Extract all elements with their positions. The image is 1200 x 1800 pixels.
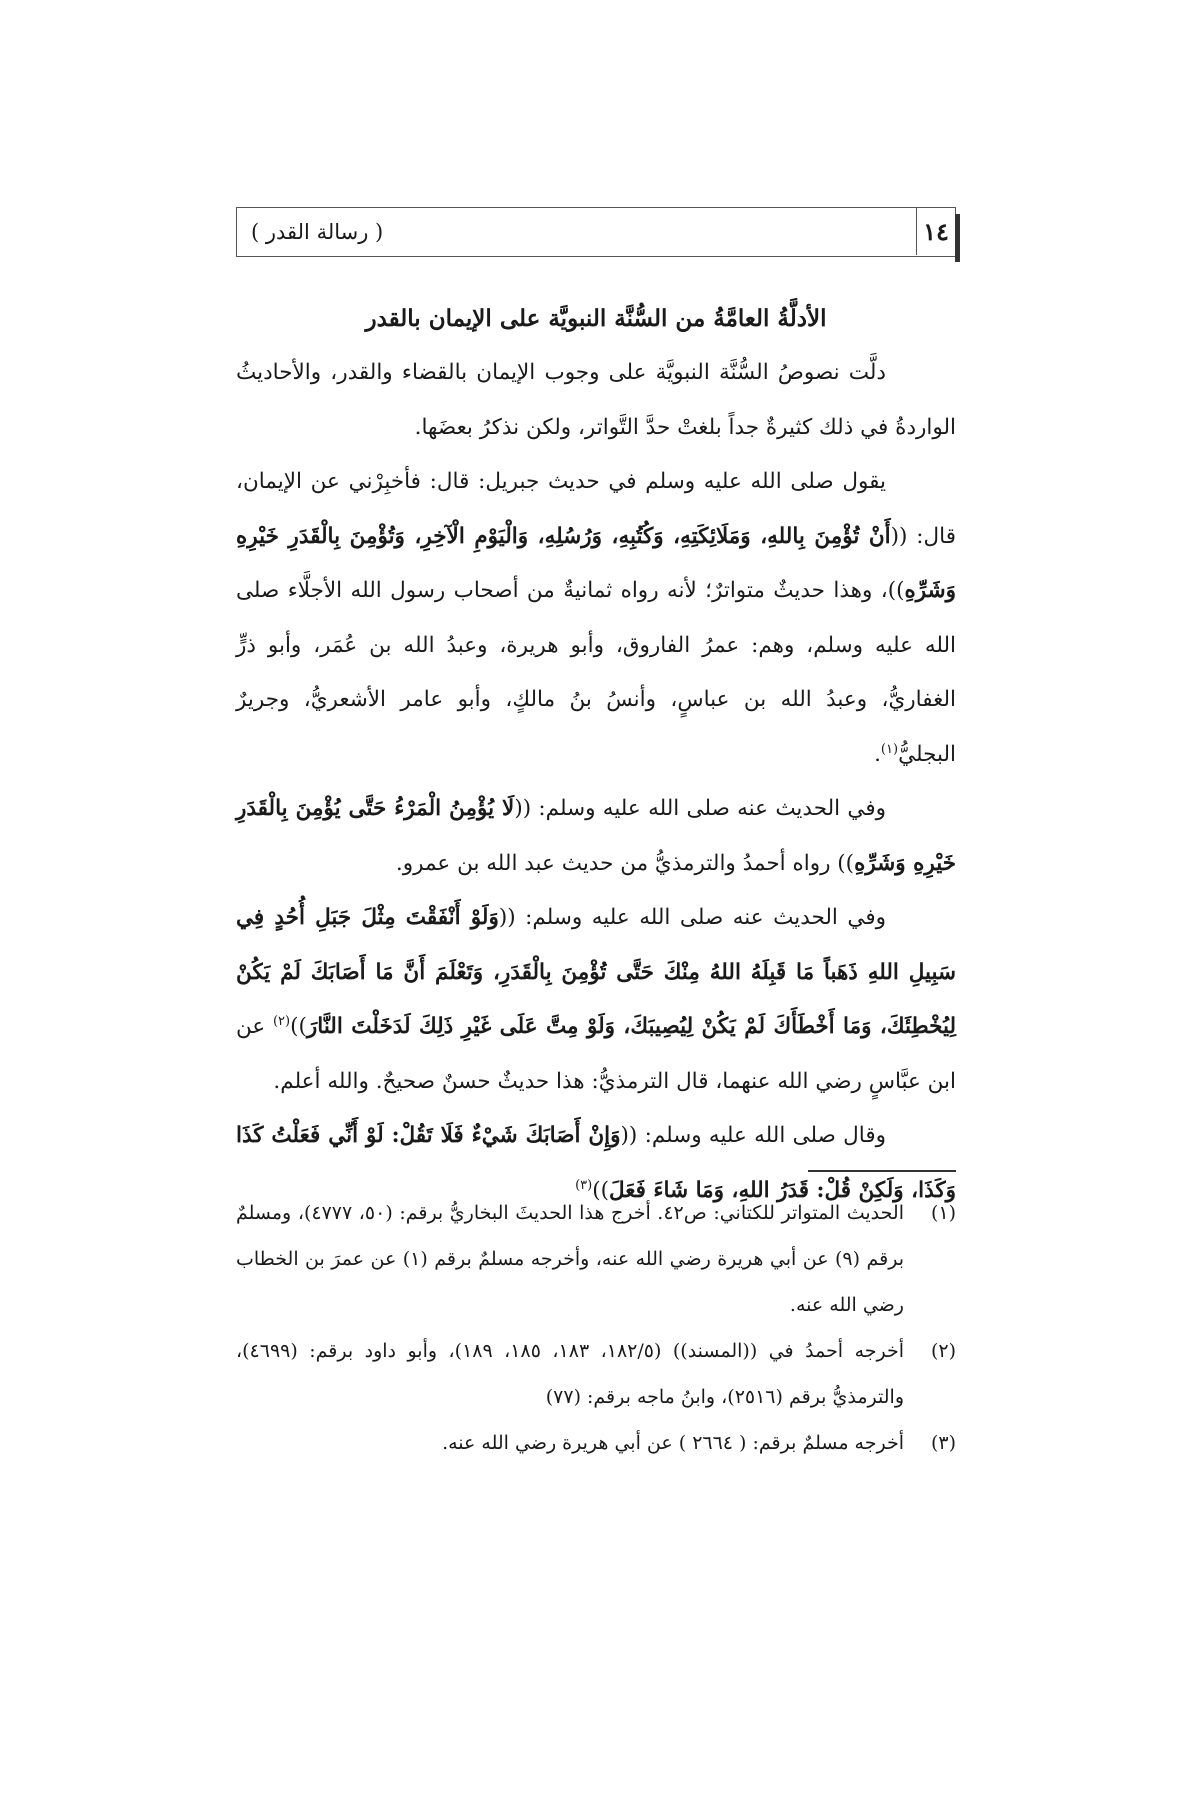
paragraph-intro: [236, 346, 956, 455]
paragraph-text: وقال صلى الله عليه وسلم: ((: [620, 1123, 886, 1148]
hadith-quote: وَلَوْ أَنْفَقْتَ مِثْلَ جَبَلِ أُحُدٍ فِي سَبِيلِ اللهِ ذَهَباً مَا قَبِلَهُ اللهُ مِنْكَ حَتَّى تُؤْمِنَ بِالْقَدَرِ، وَتَعْلَمَ أَنَّ مَا أَصَابَكَ لَمْ يَكُنْ لِيُخْطِئَكَ، وَمَا أَخْطَأَكَ لَمْ يَكُنْ لِيُصِيبَكَ، وَلَوْ مِتَّ عَلَى غَيْرِ ذَلِكَ لَدَخَلْتَ النَّارَ: [236, 905, 957, 1039]
footnote: [236, 1420, 956, 1466]
body-text: [236, 292, 956, 1218]
paragraph-text: عن ابن عبَّاسٍ رضي الله عنهما، قال الترمذيُّ: هذا حديثٌ حسنٌ صحيحٌ. والله أعلم.: [236, 1014, 956, 1094]
hadith-quote: لَا يُؤْمِنُ الْمَرْءُ حَتَّى يُؤْمِنَ بِالْقَدَرِ خَيْرِهِ وَشَرِّهِ: [236, 796, 956, 876]
paragraph-text: دلَّت نصوصُ السُّنَّة النبويَّة على وجوب الإيمان بالقضاء والقدر، والأحاديثُ الواردةُ في ذلك كثيرةٌ جداً بلغتْ حدَّ التَّواتر، ولكن نذكرُ بعضَها.: [236, 360, 956, 440]
paragraph-hadith-2: [236, 782, 956, 891]
footnote: [236, 1190, 956, 1328]
hadith-quote: وَإِنْ أَصَابَكَ شَيْءٌ فَلَا تَقُلْ: لَوْ أَنِّي فَعَلْتُ كَذَا وَكَذَا، وَلَكِنْ قُلْ: قَدَرُ اللهِ، وَمَا شَاءَ فَعَلَ: [236, 1123, 956, 1203]
footnote: [236, 1328, 956, 1420]
footnote-number: (٣): [930, 1432, 956, 1454]
running-title: ( رسالة القدر ): [251, 219, 384, 244]
page-header: [236, 207, 956, 257]
paragraph-text: )): [592, 1177, 609, 1203]
paragraph-text: )): [290, 1014, 307, 1039]
page-number-shadow: [955, 214, 960, 262]
paragraph-hadith-3: [236, 891, 956, 1109]
footnotes: [236, 1190, 956, 1466]
footnote-text: أخرجه أحمدُ في ((المسند)) (١٨٢/٥، ١٨٣، ١٨٥، ١٨٩)، وأبو داود برقم: (٤٦٩٩)، والترمذيُّ برقم (٢٥١٦)، وابنُ ماجه برقم: (٧٧): [236, 1340, 905, 1408]
hadith-quote: أَنْ تُؤْمِنَ بِاللهِ، وَمَلَائِكَتِهِ، وَكُتُبِهِ، وَرُسُلِهِ، وَالْيَوْمِ الْآخِرِ، وَتُؤْمِنَ بِالْقَدَرِ خَيْرِهِ وَشَرِّهِ: [236, 523, 956, 603]
section-heading: الأدلَّةُ العامَّةُ من السُّنَّة النبويَّة على الإيمان بالقدر: [365, 305, 827, 332]
footnote-separator: [808, 1170, 956, 1172]
footnote-marker[interactable]: (١): [880, 741, 899, 757]
paragraph-text: ))، وهذا حديثٌ متواترٌ؛ لأنه رواه ثمانيةٌ من أصحاب رسول الله الأجلَّاء صلى الله عليه وسلم، وهم: عمرُ الفاروق، وأبو هريرة، وعبدُ الله بن عُمَر، وأبو ذرٍّ الغفاريُّ، وعبدُ الله بن عباسٍ، وأنسُ بنُ مالكٍ، وأبو عامر الأشعريُّ، وجريرٌ البجليُّ: [236, 578, 956, 767]
footnote-marker[interactable]: (٣): [575, 1177, 593, 1193]
paragraph-text: وفي الحديث عنه صلى الله عليه وسلم: ((: [514, 796, 886, 821]
footnote-number: (٢): [930, 1340, 956, 1362]
footnote-marker[interactable]: (٢): [272, 1013, 291, 1029]
page-number: ١٤: [916, 208, 955, 255]
footnote-text: أخرجه مسلمٌ برقم: ( ٢٦٦٤ ) عن أبي هريرة رضي الله عنه.: [442, 1432, 904, 1454]
footnote-text: الحديث المتواتر للكتاني: ص٤٢. أخرج هذا الحديثَ البخاريُّ برقم: (٥٠، ٤٧٧٧)، ومسلمٌ برقم (٩) عن أبي هريرة رضي الله عنه، وأخرجه مسلمٌ برقم (١) عن عمرَ بن الخطاب رضي الله عنه.: [236, 1202, 904, 1316]
paragraph-jibril-hadith: يقول صلى الله عليه وسلم في حديث جبريل: قال: فأخبِرْني عن الإيمان، قال: ((أَنْ تُؤْمِنَ بِاللهِ، وَمَلَائِكَتِهِ، وَكُتُبِهِ، وَرُسُلِهِ، وَالْيَوْمِ الْآخِرِ، وَتُؤْمِنَ بِالْقَدَرِ خَيْرِهِ وَشَرِّهِ))، وهذا حديثٌ متواترٌ؛ لأنه رواه ثمانيةٌ من أصحاب رسول الله الأجلَّاء صلى الله عليه وسلم، وهم: عمرُ الفاروق، وأبو هريرة، وعبدُ الله بن عُمَر، وأبو ذرٍّ الغفاريُّ، وعبدُ الله بن عباسٍ، وأنسُ بنُ مالكٍ، وأبو عامر الأشعريُّ، وجريرٌ البجليُّ$^{(١)}$.: [236, 469, 956, 767]
footnote-number: (١): [930, 1202, 956, 1224]
paragraph-text: يقول صلى الله عليه وسلم في حديث جبريل: قال: فأخبِرْني عن الإيمان، قال: ((: [236, 469, 956, 549]
paragraph-text: )) رواه أحمدُ والترمذيُّ من حديث عبد الله بن عمرو.: [395, 850, 855, 876]
paragraph-text: وفي الحديث عنه صلى الله عليه وسلم: ((: [498, 905, 886, 930]
